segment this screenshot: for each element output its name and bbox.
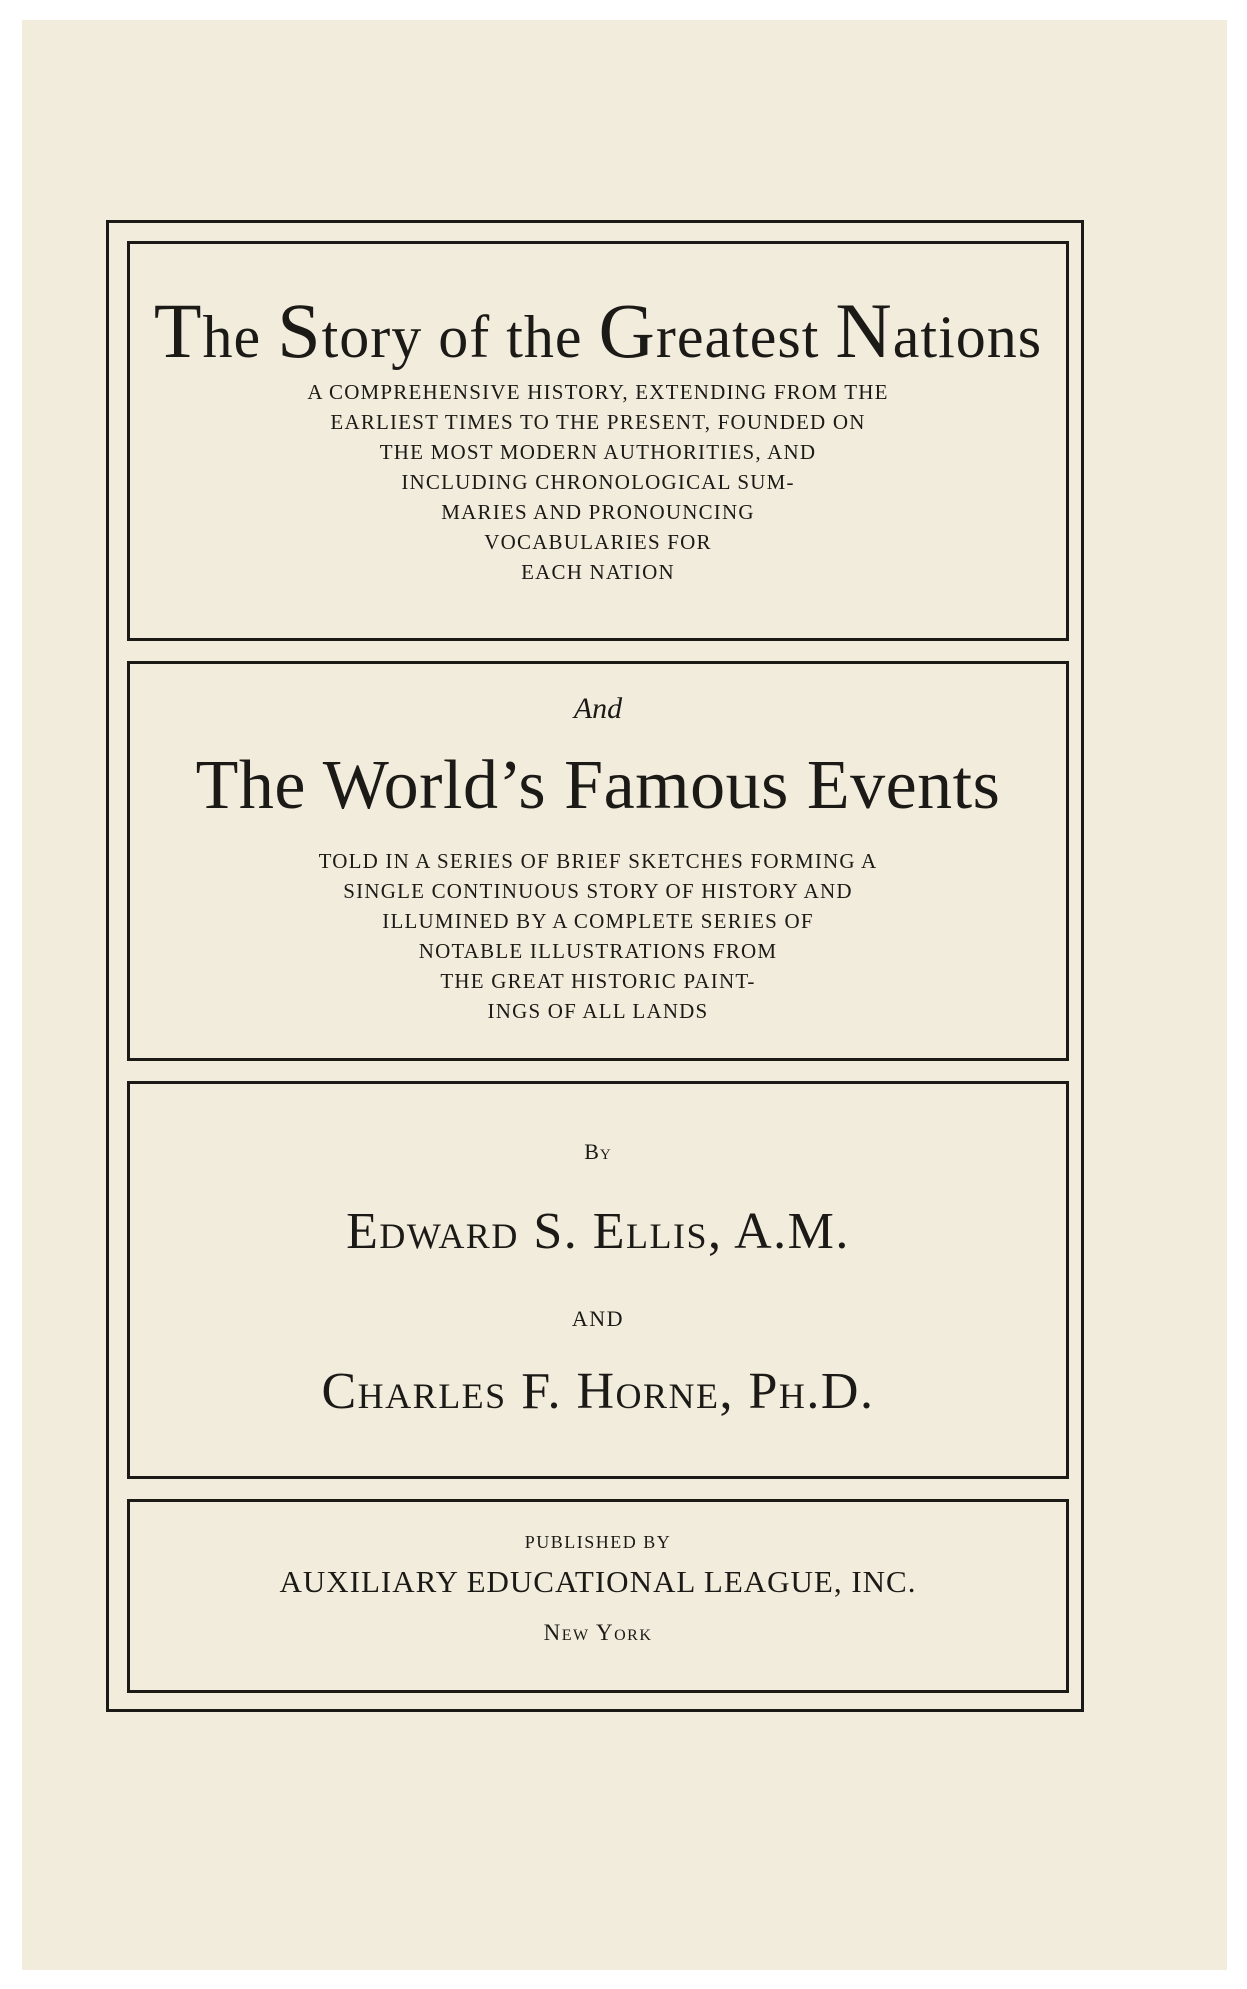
series-title-word-5-initial: N	[835, 287, 893, 374]
second-title: The World’s Famous Events	[195, 747, 1001, 824]
series-title-word-2-initial: S	[277, 287, 322, 374]
series-title-word-3-rest: of the	[438, 304, 599, 370]
publisher-name: AUXILIARY EDUCATIONAL LEAGUE, INC.	[279, 1564, 917, 1599]
series-subtitle-line: INCLUDING CHRONOLOGICAL SUM-	[401, 470, 795, 494]
author-horne: Charles F. Horne, Ph.D.	[321, 1363, 875, 1420]
imprint-panel	[127, 1499, 1069, 1693]
series-subtitle-line: EARLIEST TIMES TO THE PRESENT, FOUNDED ON	[330, 410, 866, 434]
series-subtitle-line: MARIES AND PRONOUNCING	[441, 500, 755, 524]
series-subtitle-line: A COMPREHENSIVE HISTORY, EXTENDING FROM THE	[307, 380, 889, 404]
series-subtitle	[130, 377, 1066, 587]
conjunction-and: And	[573, 692, 623, 725]
second-subtitle-line: INGS OF ALL LANDS	[487, 999, 709, 1023]
outer-border-frame	[106, 220, 1084, 1712]
series-title-word-4-rest: reatest	[655, 304, 836, 370]
second-subtitle-line: TOLD IN A SERIES OF BRIEF SKETCHES FORMING A	[318, 849, 878, 873]
publisher-city: New York	[543, 1620, 653, 1645]
series-title-panel	[127, 241, 1069, 641]
series-title-word-5-rest: ations	[892, 304, 1043, 370]
second-subtitle	[130, 846, 1066, 1026]
series-subtitle-line: THE MOST MODERN AUTHORITIES, AND	[379, 440, 817, 464]
second-subtitle-line: THE GREAT HISTORIC PAINT-	[440, 969, 756, 993]
second-subtitle-line: NOTABLE ILLUSTRATIONS FROM	[418, 939, 778, 963]
title-page	[22, 20, 1227, 1970]
second-subtitle-line: ILLUMINED BY A COMPLETE SERIES OF	[382, 909, 814, 933]
series-subtitle-line: VOCABULARIES FOR	[484, 530, 712, 554]
authors-panel	[127, 1081, 1069, 1479]
second-subtitle-line: SINGLE CONTINUOUS STORY OF HISTORY AND	[343, 879, 853, 903]
series-title-word-1-initial: T	[153, 287, 203, 374]
published-by-label: PUBLISHED BY	[524, 1532, 672, 1552]
series-title-word-2-rest: tory	[321, 304, 439, 370]
series-title-word-4-initial: G	[598, 287, 656, 374]
author-ellis: Edward S. Ellis, A.M.	[346, 1203, 850, 1260]
series-title	[130, 286, 1066, 376]
series-subtitle-line: EACH NATION	[521, 560, 675, 584]
series-title-word-1-rest: he	[202, 304, 278, 370]
by-label: By	[584, 1139, 612, 1164]
second-title-panel	[127, 661, 1069, 1061]
and-label: AND	[571, 1306, 625, 1331]
